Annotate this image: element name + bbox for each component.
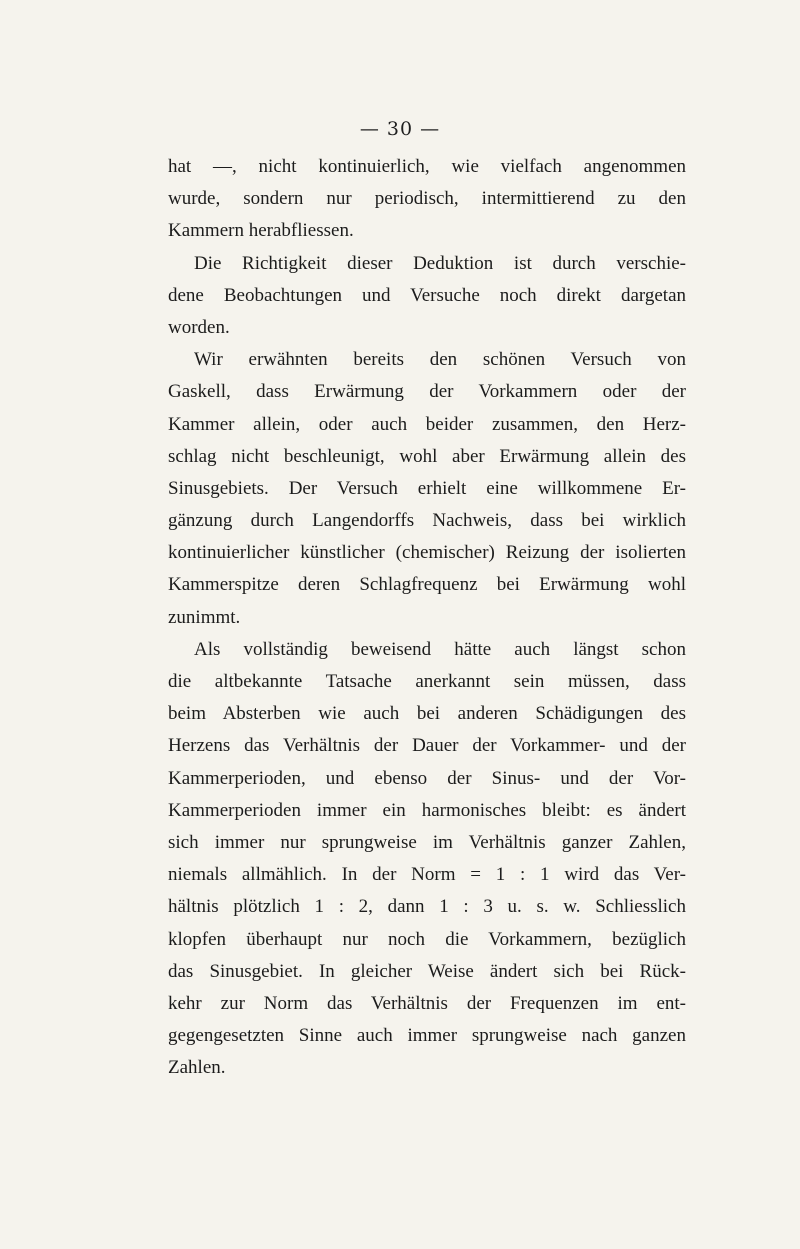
text-line: dene Beobachtungen und Versuche noch direkt dargetan — [168, 284, 686, 306]
text-line: niemals allmählich. In der Norm = 1 : 1 wird das Ver- — [168, 864, 686, 886]
text-line: beim Absterben wie auch bei anderen Schädigungen des — [168, 703, 686, 725]
text-line: Kammerspitze deren Schlagfrequenz bei Erwärmung wohl — [168, 574, 686, 596]
text-line: Sinusgebiets. Der Versuch erhielt eine willkommene Er- — [168, 477, 686, 499]
text-line: Gaskell, dass Erwärmung der Vorkammern oder der — [168, 381, 686, 403]
text-line: wurde, sondern nur periodisch, intermittierend zu den — [168, 188, 686, 210]
text-line: Als vollständig beweisend hätte auch längst schon — [194, 638, 686, 660]
text-line: Herzens das Verhältnis der Dauer der Vorkammer- und der — [168, 735, 686, 757]
text-line: Kammern herabfliessen. — [168, 220, 354, 242]
text-line: klopfen überhaupt nur noch die Vorkammern, bezüglich — [168, 928, 686, 950]
text-line: schlag nicht beschleunigt, wohl aber Erwärmung allein des — [168, 445, 686, 467]
text-line: Kammer allein, oder auch beider zusammen, den Herz- — [168, 413, 686, 435]
text-line: kehr zur Norm das Verhältnis der Frequenzen im ent- — [168, 992, 686, 1014]
text-line: hältnis plötzlich 1 : 2, dann 1 : 3 u. s. w. Schliesslich — [168, 896, 686, 918]
text-line: gänzung durch Langendorffs Nachweis, dass bei wirklich — [168, 510, 686, 532]
text-line: hat —, nicht kontinuierlich, wie vielfach angenommen — [168, 156, 686, 177]
text-line: gegengesetzten Sinne auch immer sprungweise nach ganzen — [168, 1025, 686, 1047]
text-line: kontinuierlicher künstlicher (chemischer) Reizung der isolierten — [168, 542, 686, 564]
text-line: Die Richtigkeit dieser Deduktion ist durch verschie- — [194, 252, 686, 274]
text-line: die altbekannte Tatsache anerkannt sein müssen, dass — [168, 671, 686, 692]
text-line: Kammerperioden immer ein harmonisches bleibt: es ändert — [168, 799, 686, 821]
text-line: sich immer nur sprungweise im Verhältnis ganzer Zahlen, — [168, 831, 686, 853]
text-line: Kammerperioden, und ebenso der Sinus- und der Vor- — [168, 767, 686, 789]
text-line: das Sinusgebiet. In gleicher Weise ändert sich bei Rück- — [168, 960, 686, 982]
page-number: — 30 — — [359, 118, 441, 140]
text-line: worden. — [168, 316, 230, 338]
text-line: Zahlen. — [168, 1057, 226, 1079]
text-line: Wir erwähnten bereits den schönen Versuch von — [194, 349, 686, 371]
text-line: zunimmt. — [168, 606, 241, 628]
body-text — [168, 151, 686, 1084]
